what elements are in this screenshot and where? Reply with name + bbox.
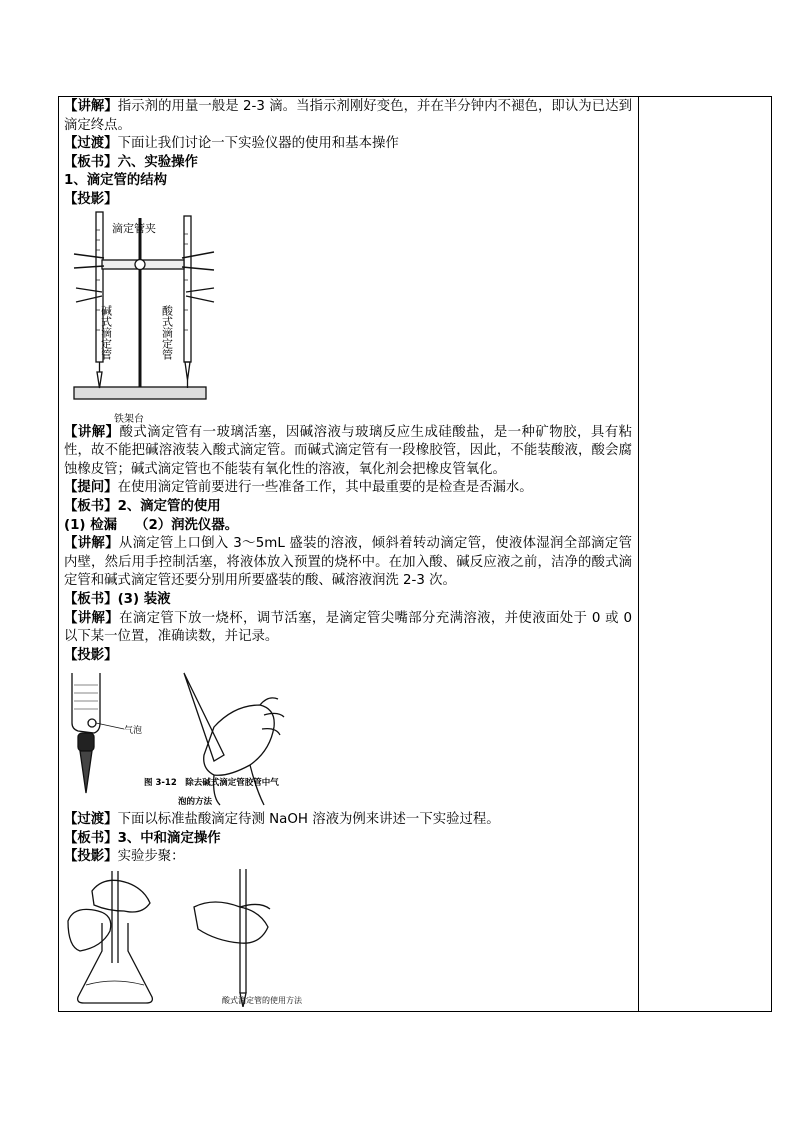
tag-label: 【板书】 <box>64 154 118 170</box>
tag-label: 【讲解】 <box>64 610 120 626</box>
paragraph-text: 下面以标准盐酸滴定待测 NaOH 溶液为例来讲述一下实验过程。 <box>117 812 500 828</box>
titration-drawing <box>64 867 324 1007</box>
paragraph-explanation-burette <box>64 424 632 480</box>
tag-label: 【讲解】 <box>64 99 118 114</box>
projection-tag: 【投影】 <box>64 191 118 207</box>
heading-text: 3、中和滴定操作 <box>117 830 221 846</box>
tag-label: 【提问】 <box>64 480 118 496</box>
paragraph-text: 从滴定管上口倒入 3～5mL 盛装的溶液，倾斜着转动滴定管，使液体湿润全部滴定管内壁，然后用手控制活塞，将液体放入预置的烧杯中。在加入酸、碱反应液之前，洁净的酸式滴定管和碱式滴定管还要分别用所要盛装的酸、碱溶液润洗 2-3 次。 <box>64 536 632 589</box>
paragraph-text: 下面让我们讨论一下实验仪器的使用和基本操作 <box>117 136 399 152</box>
paragraph-transition-titration <box>64 811 632 830</box>
clamp-label: 滴定管夹 <box>112 221 156 235</box>
tag-label: 【讲解】 <box>64 424 120 440</box>
subheading-steps: (1) 检漏 （2）润洗仪器。 <box>64 517 239 533</box>
column-divider <box>638 96 639 1012</box>
tag-label: 【板书】 <box>64 591 118 607</box>
tag-label: 【过渡】 <box>64 812 118 828</box>
paragraph-text: 实验步聚： <box>117 849 185 865</box>
figure-caption: 酸式滴定管的使用方法 <box>222 996 302 1006</box>
paragraph-explanation-rinse <box>64 535 632 591</box>
paragraph-text: 指示剂的用量一般是 2-3 滴。当指示剂刚好变色，并在半分钟内不褪色，即认为已达到滴定终点。 <box>64 99 633 133</box>
paragraph-transition <box>64 135 632 154</box>
figure-caption-line1: 图 3-12 除去碱式滴定管胶管中气 <box>144 778 279 789</box>
tag-label: 【板书】 <box>64 830 118 846</box>
projection-tag: 【投影】 <box>64 647 118 663</box>
paragraph-projection-steps <box>64 848 632 867</box>
burette-stand-drawing <box>64 210 224 424</box>
bubble-label: 气泡 <box>124 726 143 737</box>
paragraph-text: 在滴定管下放一烧杯，调节活塞，是滴定管尖嘴部分充满溶液，并使液面处于 0 或 0 以下某一位置，准确读数，并记录。 <box>64 610 633 645</box>
tag-label: 【讲解】 <box>64 536 119 552</box>
subheading-burette-structure: 1、滴定管的结构 <box>64 173 168 189</box>
heading-text: 六、实验操作 <box>117 154 198 170</box>
paragraph-explanation-indicator <box>64 98 632 135</box>
paragraph-explanation-fill <box>64 610 632 647</box>
main-content <box>64 98 632 1007</box>
tag-label: 【板书】 <box>64 498 118 514</box>
heading-text: 2、滴定管的使用 <box>117 498 221 514</box>
bubble-removal-drawing <box>64 665 324 811</box>
section-heading <box>64 154 632 173</box>
section-heading-usage <box>64 498 632 517</box>
tag-label: 【投影】 <box>64 849 118 865</box>
right-tube-label: 酸式滴定管 <box>160 304 174 360</box>
section-heading-titration <box>64 830 632 849</box>
titration-figure <box>64 867 324 1007</box>
paragraph-text: 酸式滴定管有一玻璃活塞，因碱溶液与玻璃反应生成硅酸盐，是一种矿物胶，具有粘性，故不能把碱溶液装入酸式滴定管。而碱式滴定管有一段橡胶管，因此，不能装酸液，酸会腐蚀橡皮管；碱式滴定管也不能装有氧化性的溶液，氧化剂会把橡皮管氧化。 <box>64 424 633 477</box>
section-heading-fill <box>64 591 632 610</box>
heading-text: (3) 装液 <box>117 591 171 607</box>
paragraph-question <box>64 479 632 498</box>
bubble-removal-figure <box>64 665 324 811</box>
left-tube-label: 碱式滴定管 <box>99 304 113 360</box>
tag-label: 【过渡】 <box>64 136 118 152</box>
stand-label: 铁架台 <box>114 413 144 424</box>
paragraph-text: 在使用滴定管前要进行一些准备工作，其中最重要的是检查是否漏水。 <box>117 480 533 496</box>
burette-stand-figure <box>64 210 224 424</box>
figure-caption-line2: 泡的方法 <box>178 797 213 808</box>
